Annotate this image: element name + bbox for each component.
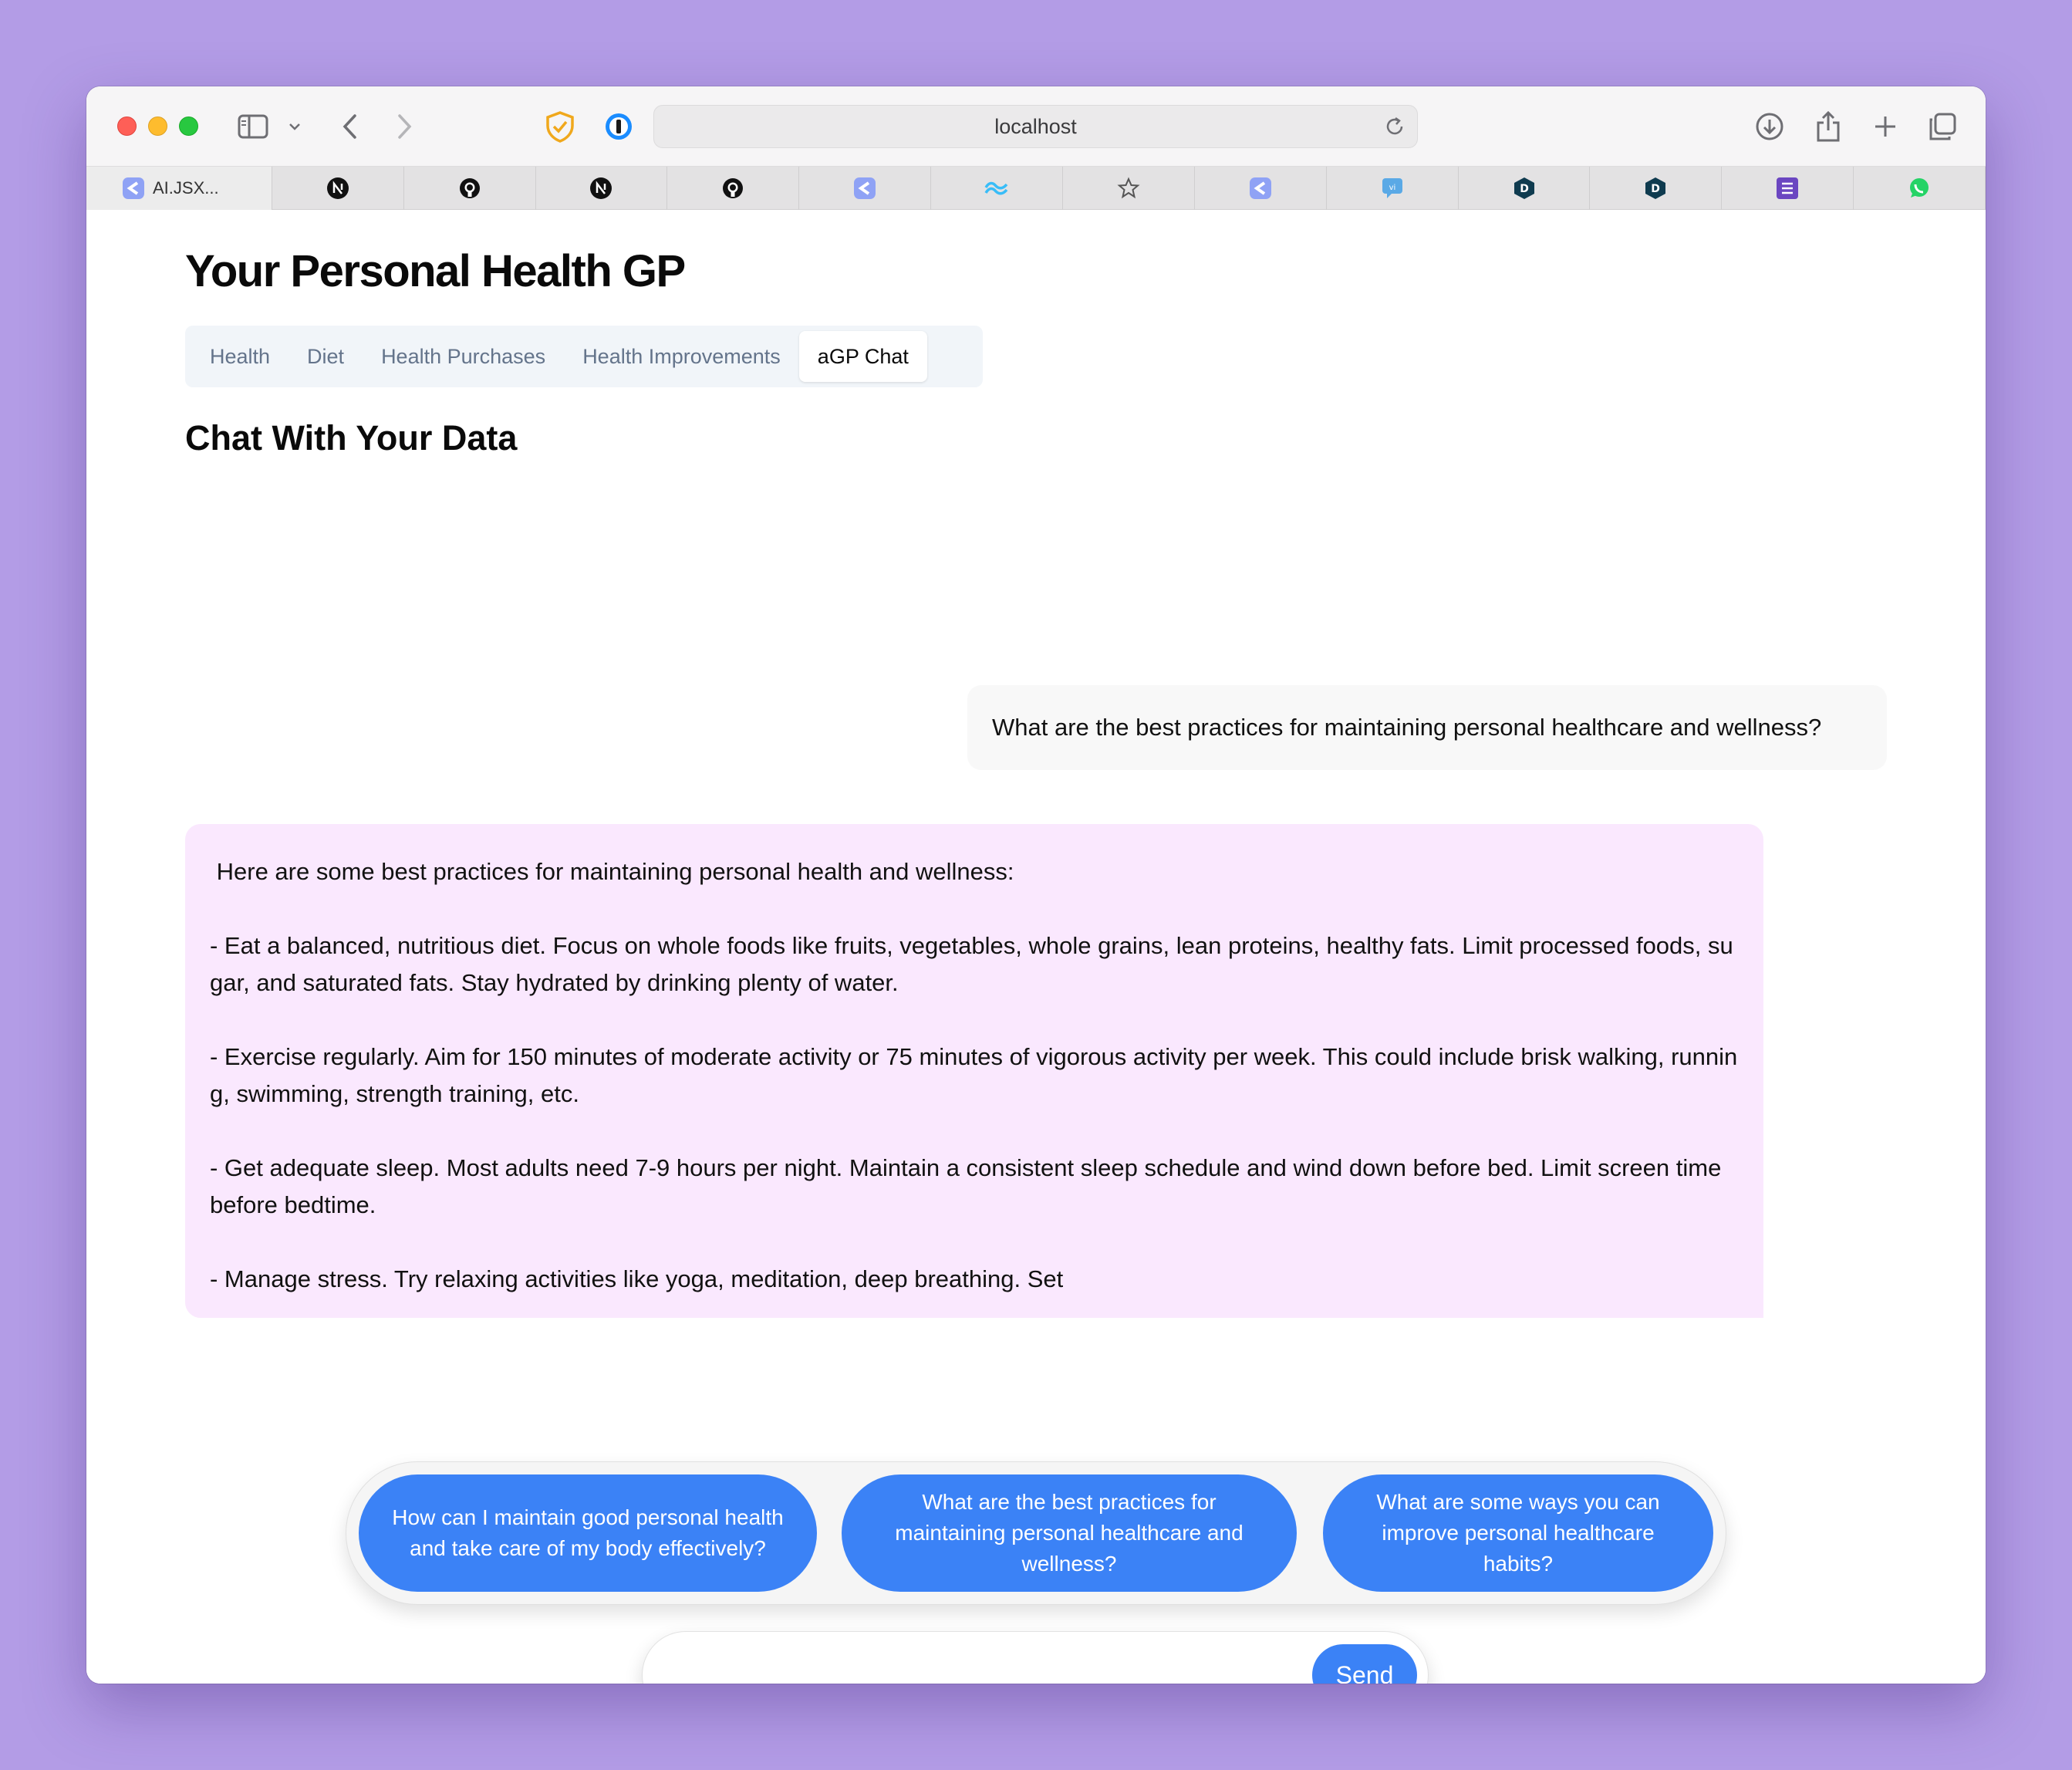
chat-vi-icon [1381,177,1404,200]
new-tab-icon[interactable] [1868,106,1902,147]
favorite-tab-2[interactable] [272,167,404,210]
github-icon [721,177,744,200]
favorite-tab-6[interactable] [799,167,931,210]
chat-input[interactable] [666,1649,1298,1684]
d-hex-icon [1513,177,1536,200]
tab-diet[interactable]: Diet [307,345,345,368]
tab-health[interactable]: Health [210,345,271,368]
suggestion-chip-3[interactable]: What are some ways you can improve personal healthcare habits? [1323,1474,1713,1592]
aijsx-icon [122,177,145,200]
forward-icon[interactable] [389,106,420,147]
favorite-tab-10[interactable] [1327,167,1459,210]
svg-text:D: D [1519,183,1529,195]
nextjs-icon [589,177,612,200]
zoom-window-button[interactable] [179,117,198,136]
chevron-down-icon[interactable] [285,106,304,147]
list-icon [1776,177,1799,200]
nextjs-icon [326,177,349,200]
favorite-tab-13[interactable] [1722,167,1854,210]
favorite-tab-8[interactable] [1063,167,1195,210]
d-hex-icon [1644,177,1667,200]
favorite-tab-12[interactable] [1590,167,1722,210]
favorite-tab-9[interactable] [1195,167,1327,210]
suggestion-chip-2[interactable]: What are the best practices for maintaining personal healthcare and wellness? [842,1474,1297,1592]
tab-health-improvements[interactable]: Health Improvements [582,345,781,368]
svg-text:vi: vi [1389,184,1395,192]
page-content [86,210,1986,1684]
send-button[interactable]: Send [1312,1644,1417,1684]
svg-text:D: D [1651,183,1661,195]
favorite-tab-7[interactable] [931,167,1063,210]
password-manager-icon[interactable] [602,106,636,147]
github-icon [458,177,481,200]
page-title: Your Personal Health GP [185,246,685,296]
browser-window [86,86,1986,1684]
assistant-message: Here are some best practices for maintaining personal health and wellness: - Eat a balanced, nutritious diet. Focus on whole foods like fruits, vegetables, whole grains, lean proteins, healthy fats. Limit processed foods, sugar, and saturated fats. Stay hydrated by drinking plenty of water. - Exercise regularly. Aim for 150 minutes of moderate activity or 75 minutes of vigorous activity per week. This could include brisk walking, running, swimming, strength training, etc. - Get adequate sleep. Most adults need 7-9 hours per night. Maintain a consistent sleep schedule and wind down before bed. Limit screen time before bedtime. - Manage stress. Try relaxing activities like yoga, meditation, deep breathing. Set [185,824,1763,1318]
section-title: Chat With Your Data [185,418,518,458]
minimize-window-button[interactable] [148,117,167,136]
browser-toolbar [86,86,1986,167]
favorite-tab-5[interactable] [667,167,799,210]
aijsx-icon [853,177,876,200]
close-window-button[interactable] [117,117,137,136]
address-bar[interactable] [653,105,1418,148]
tab-health-purchases[interactable]: Health Purchases [381,345,546,368]
whatsapp-icon [1908,177,1931,200]
download-icon[interactable] [1753,106,1787,147]
favorites-bar [86,167,1986,210]
suggestion-chip-1[interactable]: How can I maintain good personal health and take care of my body effectively? [359,1474,817,1592]
tailwind-icon [984,180,1010,197]
user-message: What are the best practices for maintaining personal healthcare and wellness? [967,685,1887,770]
favorite-tab-1[interactable] [86,167,272,210]
reload-icon[interactable] [1383,115,1406,142]
tab-overview-icon[interactable] [1925,106,1959,147]
suggestion-bar [346,1461,1726,1605]
back-icon[interactable] [335,106,366,147]
favorite-tab-11[interactable] [1459,167,1591,210]
privacy-shield-icon[interactable] [543,106,577,147]
aijsx-icon [1249,177,1272,200]
tab-agp-chat[interactable]: aGP Chat [799,331,927,382]
favorite-tab-label: AI.JSX... [153,178,219,198]
favorite-tab-3[interactable] [404,167,536,210]
sidebar-toggle-icon[interactable] [236,106,270,147]
share-icon[interactable] [1811,106,1845,147]
star-icon [1117,177,1140,200]
chat-input-bar [642,1631,1429,1684]
url-text: localhost [994,114,1077,138]
favorite-tab-14[interactable] [1854,167,1986,210]
favorite-tab-4[interactable] [536,167,668,210]
tab-list [185,326,983,387]
